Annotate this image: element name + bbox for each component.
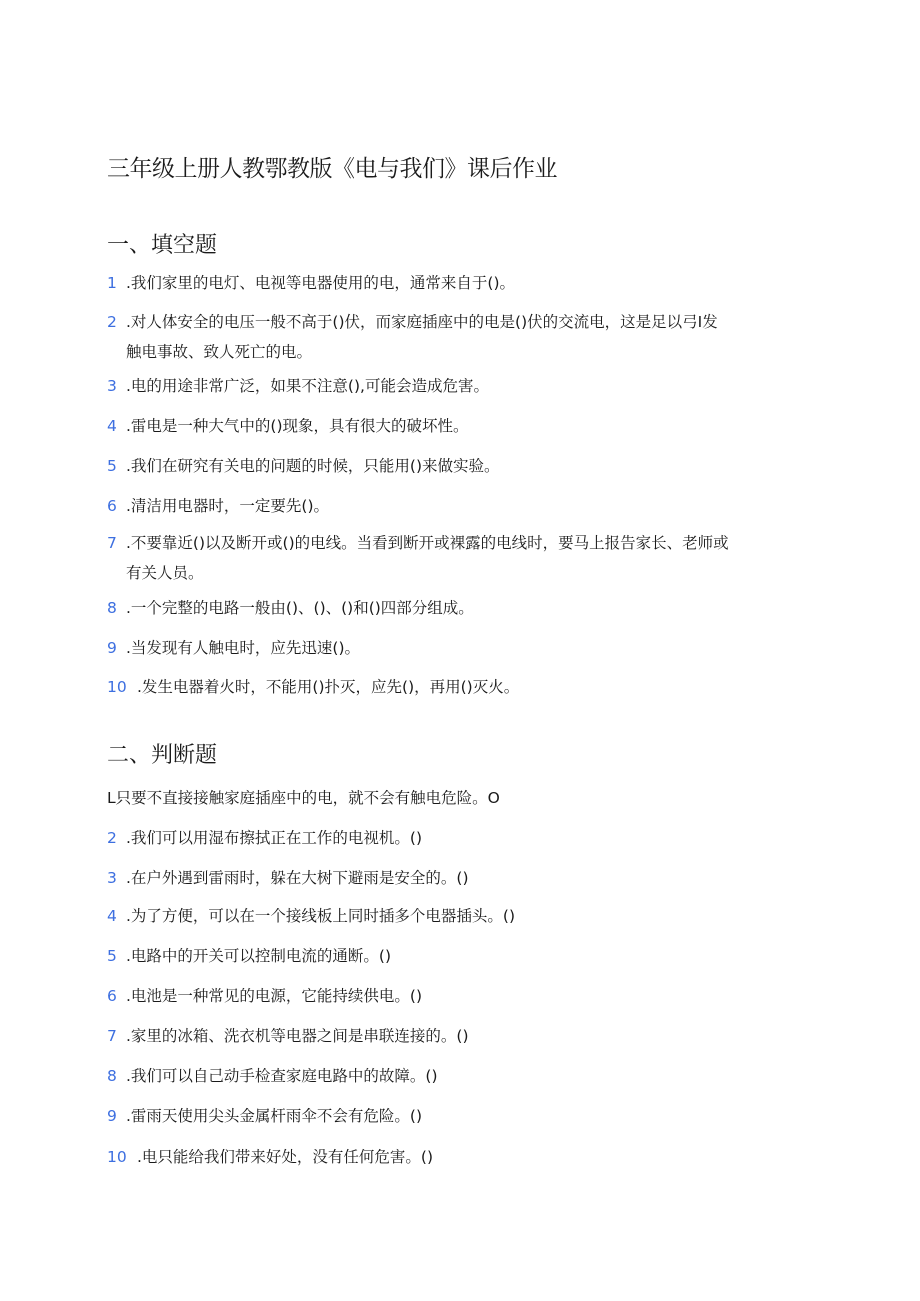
question-text: .我们家里的电灯、电视等电器使用的电，通常来自于()。 — [126, 274, 516, 292]
question-item — [107, 823, 807, 853]
question-number: 6 — [107, 987, 117, 1005]
question-text: .发生电器着火时，不能用()扑灭，应先()，再用()灭火。 — [137, 678, 520, 696]
section-heading-fill-blank: 一、填空题 — [107, 233, 218, 258]
question-number: 3 — [107, 377, 117, 395]
section-heading-true-false: 二、判断题 — [107, 743, 218, 768]
question-text: L只要不直接接触家庭插座中的电，就不会有触电危险。O — [107, 789, 500, 807]
question-number: 4 — [107, 417, 117, 435]
question-item — [107, 411, 807, 441]
question-item — [107, 528, 807, 588]
question-item — [107, 451, 807, 481]
question-item — [107, 981, 807, 1011]
question-text: .对人体安全的电压一般不高于()伏，而家庭插座中的电是()伏的交流电，这是足以弓I发 — [126, 313, 718, 331]
question-text: .一个完整的电路一般由()、()、()和()四部分组成。 — [126, 599, 474, 617]
question-number: 1 — [107, 274, 117, 292]
question-item — [107, 1061, 807, 1091]
question-number: 10 — [107, 1148, 127, 1166]
question-item — [107, 593, 807, 623]
question-number: 2 — [107, 313, 117, 331]
question-number: 9 — [107, 1107, 117, 1125]
question-text: .雷电是一种大气中的()现象，具有很大的破坏性。 — [126, 417, 469, 435]
question-item — [107, 1142, 807, 1172]
question-number: 10 — [107, 678, 127, 696]
question-text-continued: 触电事故、致人死亡的电。 — [126, 343, 313, 361]
question-number: 7 — [107, 534, 117, 552]
question-text: .清洁用电器时，一定要先()。 — [126, 497, 330, 515]
question-text: .电只能给我们带来好处，没有任何危害。() — [137, 1148, 434, 1166]
question-item — [107, 491, 807, 521]
question-text: .不要靠近()以及断开或()的电线。当看到断开或裸露的电线时，要马上报告家长、老师或 — [126, 534, 729, 552]
question-item — [107, 268, 807, 298]
question-number: 2 — [107, 829, 117, 847]
question-item — [107, 1101, 807, 1131]
question-item — [107, 941, 807, 971]
question-number: 5 — [107, 457, 117, 475]
question-number: 9 — [107, 639, 117, 657]
question-item — [107, 371, 807, 401]
question-text: .雷雨天使用尖头金属杆雨伞不会有危险。() — [126, 1107, 423, 1125]
question-number: 7 — [107, 1027, 117, 1045]
question-text: .在户外遇到雷雨时，躲在大树下避雨是安全的。() — [126, 869, 469, 887]
question-text: .我们可以自己动手检查家庭电路中的故障。() — [126, 1067, 438, 1085]
question-item — [107, 1021, 807, 1051]
question-number: 5 — [107, 947, 117, 965]
question-number: 4 — [107, 907, 117, 925]
question-item — [107, 307, 807, 367]
document-title: 三年级上册人教鄂教版《电与我们》课后作业 — [107, 156, 557, 182]
question-number: 6 — [107, 497, 117, 515]
question-item — [107, 863, 807, 893]
question-text-continued: 有关人员。 — [126, 564, 204, 582]
question-text: .我们在研究有关电的问题的时候，只能用()来做实验。 — [126, 457, 500, 475]
question-text: .我们可以用湿布擦拭正在工作的电视机。() — [126, 829, 423, 847]
question-number: 8 — [107, 1067, 117, 1085]
question-text: .电路中的开关可以控制电流的通断。() — [126, 947, 392, 965]
question-item — [107, 783, 807, 813]
question-text: .电池是一种常见的电源，它能持续供电。() — [126, 987, 423, 1005]
question-number: 8 — [107, 599, 117, 617]
question-text: .家里的冰箱、洗衣机等电器之间是串联连接的。() — [126, 1027, 469, 1045]
question-item — [107, 672, 807, 702]
question-text: .电的用途非常广泛，如果不注意(),可能会造成危害。 — [126, 377, 489, 395]
question-text: .当发现有人触电时，应先迅速()。 — [126, 639, 361, 657]
question-text: .为了方便，可以在一个接线板上同时插多个电器插头。() — [126, 907, 516, 925]
question-item — [107, 633, 807, 663]
question-number: 3 — [107, 869, 117, 887]
question-item — [107, 901, 807, 931]
